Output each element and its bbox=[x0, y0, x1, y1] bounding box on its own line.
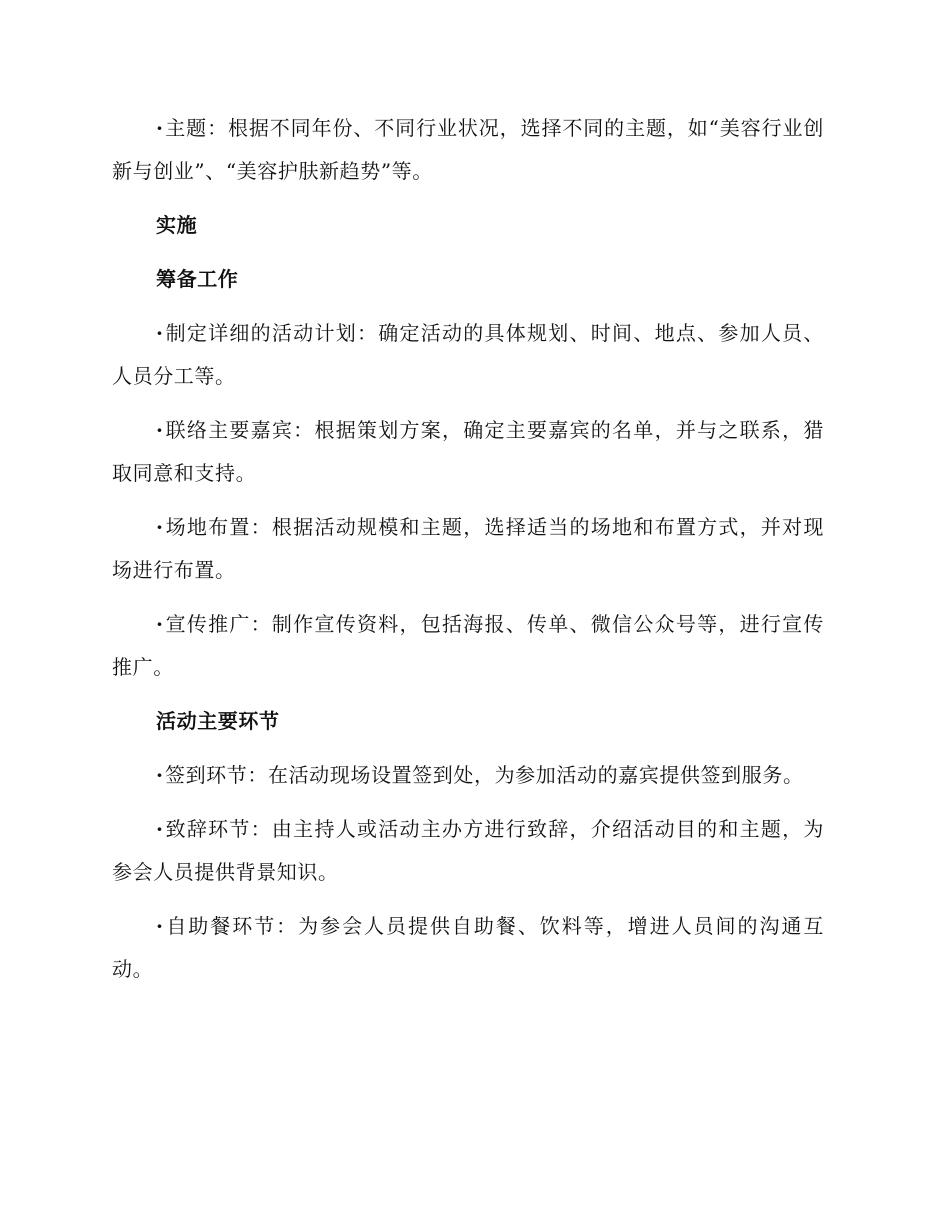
paragraph-text: 制定详细的活动计划：确定活动的具体规划、时间、地点、参加人员、人员分工等。 bbox=[112, 321, 824, 388]
paragraph-theme bbox=[112, 107, 824, 193]
bullet-marker: · bbox=[156, 763, 163, 787]
bullet-marker: · bbox=[156, 515, 163, 539]
paragraph-venue bbox=[112, 506, 824, 592]
heading-implementation: 实施 bbox=[156, 213, 198, 237]
paragraph-plan bbox=[112, 312, 824, 398]
bullet-marker: · bbox=[156, 817, 163, 841]
paragraph-guests bbox=[112, 409, 824, 495]
document-body bbox=[112, 107, 824, 1002]
bullet-marker: · bbox=[156, 116, 163, 140]
paragraph-text: 宣传推广：制作宣传资料，包括海报、传单、微信公众号等，进行宣传推广。 bbox=[112, 612, 824, 679]
paragraph-text: 签到环节：在活动现场设置签到处，为参加活动的嘉宾提供签到服务。 bbox=[164, 763, 804, 787]
paragraph-promotion bbox=[112, 603, 824, 689]
bullet-marker: · bbox=[156, 914, 163, 938]
paragraph-speech bbox=[112, 808, 824, 894]
paragraph-text: 主题：根据不同年份、不同行业状况，选择不同的主题，如“美容行业创新与创业”、“美容护肤新趋势”等。 bbox=[112, 116, 824, 183]
heading-preparation: 筹备工作 bbox=[156, 267, 239, 291]
paragraph-signin bbox=[112, 754, 824, 797]
paragraph-text: 场地布置：根据活动规模和主题，选择适当的场地和布置方式，并对现场进行布置。 bbox=[112, 515, 824, 582]
paragraph-text: 致辞环节：由主持人或活动主办方进行致辞，介绍活动目的和主题，为参会人员提供背景知识。 bbox=[112, 817, 824, 884]
bullet-marker: · bbox=[156, 612, 163, 636]
bullet-marker: · bbox=[156, 418, 163, 442]
paragraph-text: 联络主要嘉宾：根据策划方案，确定主要嘉宾的名单，并与之联系，猎取同意和支持。 bbox=[112, 418, 824, 485]
paragraph-buffet bbox=[112, 905, 824, 991]
bullet-marker: · bbox=[156, 321, 163, 345]
heading-main-sessions: 活动主要环节 bbox=[156, 709, 280, 733]
paragraph-text: 自助餐环节：为参会人员提供自助餐、饮料等，增进人员间的沟通互动。 bbox=[112, 914, 824, 981]
